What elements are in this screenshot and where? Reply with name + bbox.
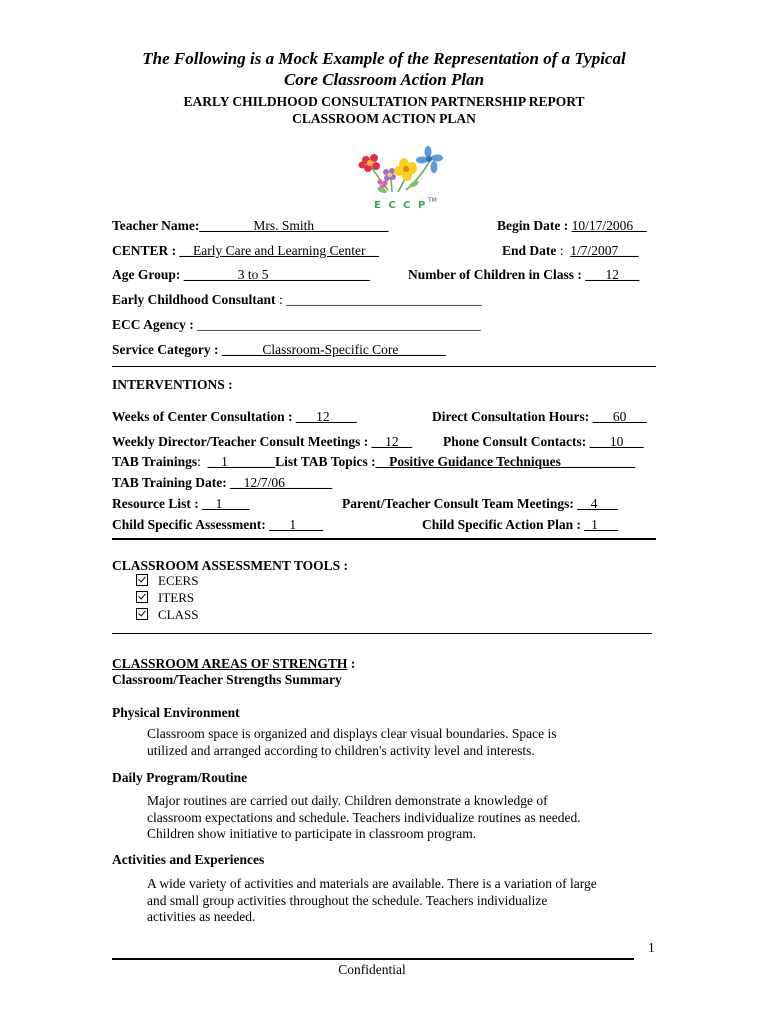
tab-trainings-separator: : bbox=[197, 454, 208, 469]
divider bbox=[112, 633, 652, 634]
eccp-logo bbox=[352, 146, 446, 212]
end-date-field bbox=[502, 242, 639, 259]
strengths-heading bbox=[112, 655, 355, 672]
children-count-field bbox=[408, 266, 639, 283]
child-assessment-value: ___1____ bbox=[269, 517, 324, 532]
agency-field bbox=[112, 316, 481, 333]
consult-meetings-label: Weekly Director/Teacher Consult Meetings : bbox=[112, 434, 372, 449]
checkbox-checked-icon bbox=[136, 591, 148, 603]
mock-title-line1: The Following is a Mock Example of the Representation of a Typical bbox=[142, 49, 626, 68]
age-group-field bbox=[112, 266, 370, 283]
tab-topics-value: __Positive Guidance Techniques bbox=[375, 454, 561, 469]
checkbox-checked-icon bbox=[136, 574, 148, 586]
page-number: 1 bbox=[648, 940, 655, 955]
section-text-daily bbox=[147, 793, 627, 843]
text-line: Children show initiative to participate in classroom program. bbox=[147, 826, 477, 841]
consultant-label: Early Childhood Consultant bbox=[112, 292, 276, 307]
section-text-activities bbox=[147, 876, 627, 926]
weeks-field bbox=[112, 408, 357, 425]
footer-confidential: Confidential bbox=[338, 962, 406, 977]
tool-item-class bbox=[136, 606, 198, 623]
teacher-name-label: Teacher Name: bbox=[112, 218, 200, 233]
text-line: Major routines are carried out daily. Children demonstrate a knowledge of bbox=[147, 793, 548, 808]
footer-rule bbox=[112, 958, 634, 960]
child-action-plan-field bbox=[422, 516, 618, 533]
end-date-label: End Date bbox=[502, 243, 557, 258]
service-category-label: Service Category : bbox=[112, 342, 222, 357]
text-line: Classroom space is organized and displays clear visual boundaries. Space is bbox=[147, 726, 557, 741]
tool-item-ecers bbox=[136, 572, 198, 589]
end-date-separator: : bbox=[556, 243, 571, 258]
consultant-field bbox=[112, 291, 482, 308]
tab-date-field bbox=[112, 474, 332, 491]
section-title-activities: Activities and Experiences bbox=[112, 852, 265, 867]
center-field bbox=[112, 242, 379, 259]
resource-list-field bbox=[112, 495, 249, 512]
tool-label: CLASS bbox=[158, 607, 199, 622]
resource-list-label: Resource List : bbox=[112, 496, 203, 511]
text-line: activities as needed. bbox=[147, 909, 256, 924]
phone-contacts-label: Phone Consult Contacts: bbox=[443, 434, 590, 449]
teacher-name-value: ________Mrs. Smith___________ bbox=[199, 218, 389, 233]
interventions-heading: INTERVENTIONS : bbox=[112, 377, 233, 392]
parent-meetings-value: __4___ bbox=[577, 496, 618, 511]
agency-value: __________________________________________ bbox=[197, 317, 481, 332]
tool-label: ITERS bbox=[158, 590, 195, 605]
assessment-tools-heading: CLASSROOM ASSESSMENT TOOLS : bbox=[112, 558, 348, 573]
service-category-field bbox=[112, 341, 446, 358]
strengths-summary: Classroom/Teacher Strengths Summary bbox=[112, 672, 342, 687]
child-assessment-label: Child Specific Assessment: bbox=[112, 517, 270, 532]
tab-trainings-value: __1_______ bbox=[207, 454, 276, 469]
child-action-plan-label: Child Specific Action Plan : bbox=[422, 517, 585, 532]
service-category-value: ______Classroom-Specific Core_______ bbox=[221, 342, 446, 357]
child-action-plan-value: _1___ bbox=[584, 517, 619, 532]
section-text-physical bbox=[147, 726, 627, 759]
tab-date-value: __12/7/06_______ bbox=[230, 475, 333, 490]
divider bbox=[112, 366, 656, 367]
consult-meetings-value: __12__ bbox=[371, 434, 413, 449]
consultant-value: : _____________________________ bbox=[275, 292, 482, 307]
tab-date-label: TAB Training Date: bbox=[112, 475, 231, 490]
phone-contacts-value: ___10___ bbox=[589, 434, 644, 449]
children-count-value: ___12___ bbox=[585, 267, 640, 282]
teacher-name-field bbox=[112, 217, 388, 234]
agency-label: ECC Agency : bbox=[112, 317, 198, 332]
text-line: and small group activities throughout the schedule. Teachers individualize bbox=[147, 892, 548, 908]
children-count-label: Number of Children in Class : bbox=[408, 267, 586, 282]
strengths-heading-text: CLASSROOM AREAS OF STRENGTH bbox=[112, 656, 348, 671]
text-line: utilized and arranged according to children's activity level and interests. bbox=[147, 742, 535, 758]
age-group-label: Age Group: bbox=[112, 267, 184, 282]
text-line: classroom expectations and schedule. Teachers individualize routines as needed. bbox=[147, 809, 581, 825]
tool-label: ECERS bbox=[158, 573, 199, 588]
center-value: __Early Care and Learning Center__ bbox=[179, 243, 379, 258]
direct-hours-label: Direct Consultation Hours: bbox=[432, 409, 593, 424]
center-label: CENTER : bbox=[112, 243, 180, 258]
checkbox-checked-icon bbox=[136, 608, 148, 620]
divider bbox=[112, 538, 656, 540]
begin-date-value: 10/17/2006__ bbox=[571, 218, 647, 233]
section-title-daily: Daily Program/Routine bbox=[112, 770, 248, 785]
tab-trainings-field bbox=[112, 453, 635, 470]
weeks-value: ___12____ bbox=[295, 409, 357, 424]
phone-contacts-field bbox=[443, 433, 644, 450]
section-title-physical: Physical Environment bbox=[112, 705, 240, 720]
parent-meetings-field bbox=[342, 495, 618, 512]
resource-list-value: __1____ bbox=[202, 496, 250, 511]
age-group-value: ________3 to 5_______________ bbox=[183, 267, 370, 282]
parent-meetings-label: Parent/Teacher Consult Team Meetings: bbox=[342, 496, 578, 511]
strengths-heading-colon: : bbox=[347, 656, 356, 671]
weeks-label: Weeks of Center Consultation : bbox=[112, 409, 296, 424]
logo-tm: TM bbox=[428, 197, 437, 204]
mock-title-line2: Core Classroom Action Plan bbox=[283, 70, 485, 89]
text-line: A wide variety of activities and materials are available. There is a variation of large bbox=[147, 876, 597, 891]
logo-text: E C C P bbox=[374, 200, 428, 211]
tool-item-iters bbox=[136, 589, 194, 606]
tab-topics-tail: ___________ bbox=[560, 454, 636, 469]
report-title: EARLY CHILDHOOD CONSULTATION PARTNERSHIP REPORT bbox=[183, 94, 585, 109]
direct-hours-value: ___60___ bbox=[592, 409, 647, 424]
tab-trainings-label: TAB Trainings bbox=[112, 454, 198, 469]
child-assessment-field bbox=[112, 516, 323, 533]
plan-title: CLASSROOM ACTION PLAN bbox=[292, 111, 476, 126]
direct-hours-field bbox=[432, 408, 647, 425]
begin-date-label: Begin Date : bbox=[497, 218, 572, 233]
consult-meetings-field bbox=[112, 433, 412, 450]
tab-topics-label: List TAB Topics : bbox=[275, 454, 376, 469]
end-date-value: 1/7/2007___ bbox=[570, 243, 639, 258]
begin-date-field bbox=[497, 217, 647, 234]
